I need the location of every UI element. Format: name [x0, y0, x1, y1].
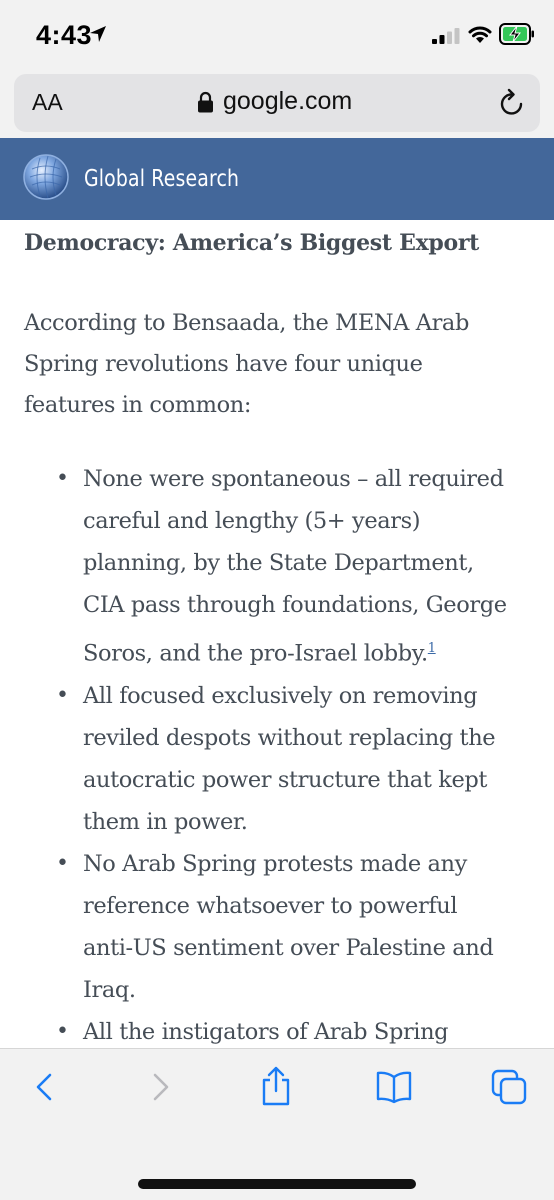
article-content	[0, 220, 554, 1048]
list-item-line: All the instigators of Arab Spring	[83, 1018, 449, 1045]
list-item-line: reference whatsoever to powerful	[83, 892, 458, 919]
article-heading: Democracy: America’s Biggest Export	[24, 230, 479, 256]
back-icon[interactable]	[27, 1069, 63, 1105]
intro-line: features in common:	[24, 392, 252, 418]
list-item-line: them in power.	[83, 808, 248, 835]
list-item	[0, 675, 554, 843]
cellular-signal-icon	[432, 28, 460, 44]
list-item-line: No Arab Spring protests made any	[83, 850, 467, 877]
forward-icon[interactable]	[142, 1069, 178, 1105]
location-arrow-icon	[89, 25, 107, 43]
status-bar	[0, 0, 554, 68]
list-item	[0, 458, 554, 675]
site-header	[0, 138, 554, 220]
bullet-point: •	[56, 850, 69, 876]
site-name[interactable]: Global Research	[84, 166, 240, 192]
bullet-point: •	[56, 466, 69, 491]
list-item-line-with-footnote	[83, 626, 534, 675]
browser-toolbar	[0, 1048, 554, 1200]
feature-list	[0, 458, 554, 1095]
list-item-line: Soros, and the pro-Israel lobby.	[83, 640, 428, 667]
list-item-line: careful and lengthy (5+ years)	[83, 508, 421, 534]
text-size-button[interactable]: AA	[32, 89, 63, 115]
status-time: 4:43	[36, 20, 93, 50]
intro-line: According to Bensaada, the MENA Arab	[24, 310, 469, 336]
list-item-line: Iraq.	[83, 976, 136, 1003]
bullet-point: •	[56, 1018, 69, 1044]
list-item-line: autocratic power structure that kept	[83, 766, 488, 793]
address-bar[interactable]	[14, 74, 540, 132]
list-item-line: anti-US sentiment over Palestine and	[83, 934, 494, 961]
url-domain[interactable]: google.com	[223, 87, 353, 115]
home-indicator[interactable]	[138, 1179, 416, 1189]
footnote-link[interactable]: 1	[427, 641, 436, 656]
list-item-line: reviled despots without replacing the	[83, 724, 496, 751]
share-icon[interactable]	[258, 1065, 294, 1107]
intro-line: Spring revolutions have four unique	[24, 351, 423, 377]
battery-charging-icon	[499, 23, 535, 45]
wifi-icon	[467, 24, 493, 44]
list-item-line: All focused exclusively on removing	[83, 682, 478, 709]
list-item-line: planning, by the State Department,	[83, 550, 474, 576]
tabs-icon[interactable]	[491, 1069, 527, 1105]
bullet-point: •	[56, 682, 69, 708]
reload-icon[interactable]	[498, 88, 526, 118]
bookmarks-icon[interactable]	[375, 1069, 413, 1105]
intro-paragraph	[24, 303, 544, 426]
list-item-line: None were spontaneous – all required	[83, 466, 504, 492]
lock-icon	[197, 91, 214, 113]
list-item-line: CIA pass through foundations, George	[83, 592, 507, 618]
browser-address-area	[0, 68, 554, 138]
globe-logo-icon[interactable]	[22, 153, 70, 201]
list-item	[0, 843, 554, 1011]
